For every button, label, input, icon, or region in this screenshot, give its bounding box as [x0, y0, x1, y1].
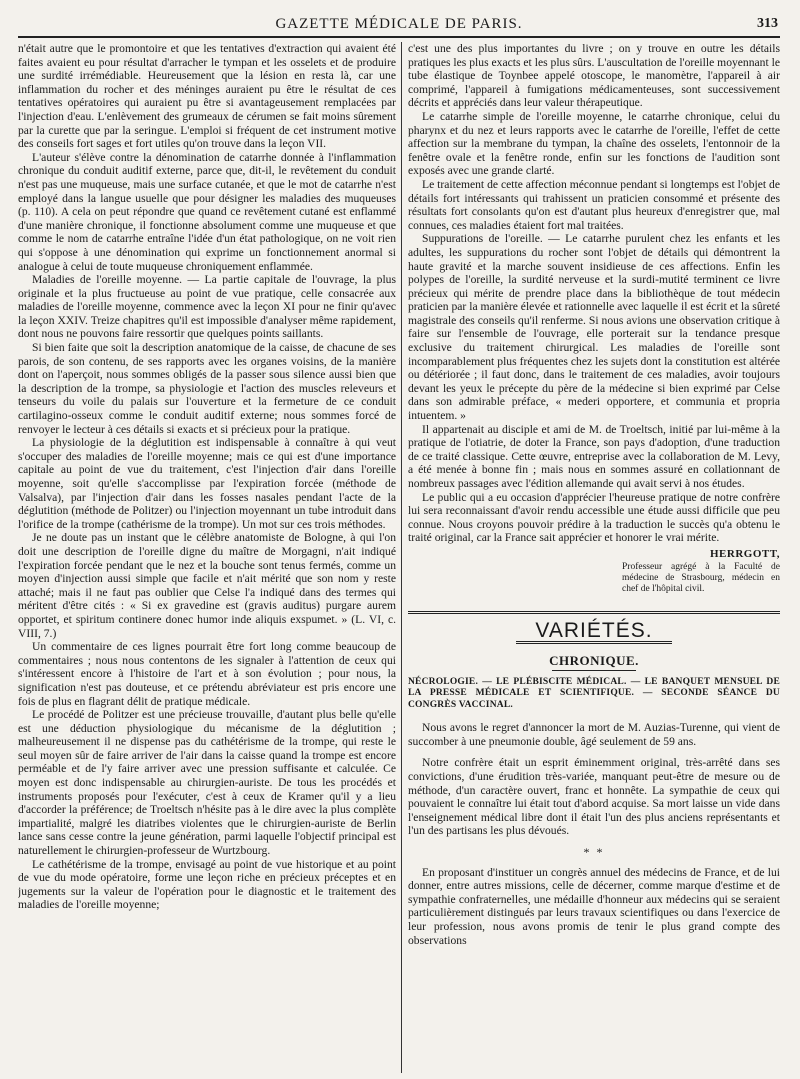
- paragraph-suppurations: Suppurations de l'oreille. — Le catarrhe purulent chez les enfants et les adultes, les suppurations du rocher sont l'objet de détails qui démontrent la haute gravité et la marche souvent insidieuse de ces affections. Enfin les polypes de l'oreille, la surdité nerveuse et la surdi-mutité terminent ce livre précieux qui mérite de prendre place dans la bibliothèque de tout médecin praticien par la manière élevée et rationnelle avec laquelle il est écrit et la sûreté magistrale des conseils qu'il renferme. Si nous avions une observation critique à faire sur l'ensemble de l'ouvrage, elle porterait sur la tendance presque exclusive du traitement chirurgical. Les maladies de l'oreille sont incomparablement plus fréquentes chez les sujets dont la constitution est altérée ou détériorée ; il faut donc, dans le traitement de ces maladies, avoir toujours devant les yeux le précepte du père de la médecine si bien exprimé par Celse dans son admirable préface, « mederi opportere, et communia et propria intuentem. »: [408, 232, 780, 423]
- signature-name: HERRGOTT,: [709, 547, 780, 560]
- paragraph: Le traitement de cette affection méconnue pendant si longtemps est l'objet de détails fort intéressants qui trahissent un praticien consommé et présente des résultats fort consolants qu'on est d'autant plus heureux d'enregistrer que, mal connues, ces maladies étaient fort mal traitées.: [408, 177, 780, 232]
- section-title: VARIÉTÉS.: [535, 618, 653, 642]
- column-divider: [401, 42, 402, 1073]
- paragraph: Le public qui a eu occasion d'apprécier l'heureuse pratique de notre confrère lui sera reconnaissant d'avoir rendu accessible une étude aussi difficile que peu connue. Nous croyons pouvoir prédire à la traduction le succès qu'a obtenu le traité original, car la France sait apprécier et honorer le vrai mérite.: [408, 490, 780, 545]
- paragraph: Le procédé de Politzer est une précieuse trouvaille, d'autant plus belle qu'elle est une déduction physiologique du mécanisme de la déglutition ; malheureusement il ne dispense pas du cathétérisme de la trompe, qui reste le seul moyen sûr de faire arriver de l'air dans la caisse quand la trompe est encore perméable et de l'y faire arriver avec une pression suffisante et calculée. Ce moyen est donc indispensable au chirurgien-auriste. De tous les procédés et instruments proposés pour l'exécuter, c'est à ceux de Kramer qu'il y a lieu d'accorder la préférence; de Troeltsch n'hésite pas à le dire avec la plus complète impartialité, malgré les diatribes violentes que le chirurgien-auriste de Berlin lance sans cesse contre la jeune génération, parmi laquelle l'objectif principal est naturellement le chirurgien-professeur de Wurtzbourg.: [18, 708, 396, 858]
- page-number: 313: [757, 16, 778, 31]
- paragraph: Le catarrhe simple de l'oreille moyenne, le catarrhe chronique, celui du pharynx et du nez et leurs rapports avec le catarrhe de l'oreille, l'effet de cette affection sur la membrane du tympan, la chaîne des osselets, l'entonnoir de la fenêtre ovale et la fenêtre ronde, enfin sur les fonctions de l'audition sont exposés avec une grande clarté.: [408, 109, 780, 178]
- title-rule: [516, 641, 672, 644]
- section-rule: [408, 611, 780, 614]
- paragraph: Nous avons le regret d'annoncer la mort de M. Auzias-Turenne, qui vient de succomber à une pneumonie double, âgé seulement de 59 ans.: [408, 721, 780, 748]
- page-header: [18, 12, 780, 38]
- paragraph: Je ne doute pas un instant que le célèbre anatomiste de Bologne, à qui l'on doit une description de l'oreille digne du maître de Morgagni, n'ait indiqué l'expiration forcée pendant que le nez et la bouche sont tenus fermés, comme un moyen d'injection aussi simple que facile et n'ait mérité que son nom y reste attaché; mais il ne faut pas oublier que Celse l'a indiqué dans des termes qui méritent d'être cités : « Si ex gravedine est (gravis auditus) purgare aurem opportet, et spiritum continere donec humor inde aliquis exspumet. » (L. VI, c. VIII, 7.): [18, 531, 396, 640]
- paragraph-maladies-oreille-moyenne: Maladies de l'oreille moyenne. — La partie capitale de l'ouvrage, la plus originale et la plus fructueuse au point de vue pratique, celle consacrée aux maladies de l'oreille moyenne, commence avec la leçon XI pour ne finir qu'avec la leçon XXIV. Treize chapitres qu'il est impossible d'analyser même rapidement, dont nous ne pouvons faire ressortir que quelques points saillants.: [18, 273, 396, 341]
- paragraph: n'était autre que le promontoire et que les tentatives d'extraction qui avaient été faites avaient eu pour résultat d'arracher le tympan et les osselets et de produire une surdité irrémédiable. Heureusement que la lésion en resta là, car une inflammation du rocher et des méninges auraient pu être le résultat de ces tentatives opératoires qui auraient pu être si avantageusement remplacées par l'injection d'eau. L'enlèvement des grumeaux de cérumen se fait moins sûrement par la curette que par la seringue. L'emploi si fréquent de cet instrument motive des conseils fort sages et fort utiles qu'on trouve dans la leçon VII.: [18, 42, 396, 151]
- journal-title: GAZETTE MÉDICALE DE PARIS.: [275, 16, 523, 32]
- paragraph: Le cathétérisme de la trompe, envisagé au point de vue historique et au point de vue du mode opératoire, forme une leçon riche en précieux préceptes et en jugements sur la valeur de l'opération pour le diagnostic et le traitement des maladies de l'oreille moyenne;: [18, 857, 396, 912]
- separator-stars: * *: [583, 845, 605, 859]
- paragraph: Un commentaire de ces lignes pourrait être fort long comme beaucoup de commentaires ; nous nous contentons de les signaler à l'attention de ceux qui s'intéressent encore à l'histoire de l'art et à son évolution ; pour nous, la signification n'est pas douteuse, et ce prétendu abréviateur est pris encore une fois de plus en flagrant délit de pratique médicale.: [18, 640, 396, 708]
- paragraph: Si bien faite que soit la description anatomique de la caisse, de chacune de ses parois, de son contenu, de ses rapports avec les organes voisins, de la manière dont on l'aperçoit, nous sommes obligés de la passer sous silence aussi bien que la description de la trompe, sa physiologie et l'action des muscles releveurs et tenseurs du voile du palais sur l'ouverture et la fermeture de ce conduit cartilagino-osseux comme le conduit auditif externe; nous sommes forcé de renvoyer le lecteur à ces détails si exacts et si précieux pour la pratique.: [18, 341, 396, 436]
- paragraph: En proposant d'instituer un congrès annuel des médecins de France, et de lui donner, entre autres missions, celle de décerner, comme marque d'estime et de sympathie confraternelles, une médaille d'honneur aux médecins qui se seraient particulièrement distingués par leurs travaux scientifiques ou dans l'exercice de leur profession, nous avons promis de tenir le plus grand compte des observations: [408, 865, 780, 947]
- subtitle-rule: [552, 670, 636, 671]
- paragraph-gap: [408, 748, 780, 756]
- paragraph: Notre confrère était un esprit éminemment original, très-arrêté dans ses convictions, d'une érudition très-variée, manquant peut-être de mesure ou de méthode, d'un caractère ouvert, franc et honnête. La sympathie de ceux qui pouvaient le connaître lui était tout d'abord acquise. Sa mort laisse un vide dans l'enseignement médical libre dont il était l'un des plus anciens représentants et l'un des partisans les plus dévoués.: [408, 756, 780, 838]
- paragraph: La physiologie de la déglutition est indispensable à connaître à qui veut s'occuper des maladies de l'oreille moyenne; mais ce qui est d'une importance capitale au point de vue du traitement, c'est l'injection d'air dans l'oreille moyenne, soit qu'elle s'accomplisse par l'expiration forcée (méthode de Valsalva), par l'injection d'air dans les fosses nasales pendant l'acte de la déglutition (méthode de Politzer) ou l'injection moyennant un tube introduit dans l'orifice de la trompe (cathérisme de la trompe). Un mot sur ces trois méthodes.: [18, 436, 396, 531]
- paragraph: c'est une des plus importantes du livre ; on y trouve en outre les détails pratiques les plus exacts et les plus sûrs. L'auscultation de l'oreille moyennant le tube élastique de Toynbee appelé otoscope, le manomètre, l'appareil à air comprimé, l'appareil à fumigations médicamenteuses, sont successivement décrits et appréciés dans leur valeur thérapeutique.: [408, 42, 780, 110]
- right-column: [408, 42, 780, 1073]
- section-subtitle: CHRONIQUE.: [549, 653, 639, 669]
- paragraph: Il appartenait au disciple et ami de M. de Troeltsch, initié par lui-même à la pratique de l'otiatrie, de doter la France, son pays d'adoption, d'une traduction de ce traité classique. Cette œuvre, entreprise avec la collaboration de M. Levy, a été menée à bonne fin ; mais nous en sommes assuré en collationnant de nombreux passages avec l'édition allemande qui avait servi à nos études.: [408, 422, 780, 490]
- paragraph: L'auteur s'élève contre la dénomination de catarrhe donnée à l'inflammation chronique du conduit auditif externe, parce que, dit-il, le revêtement du conduit n'est pas une muqueuse, mais une surface cutanée, et que le mot de catarrhe n'est employé dans la langue usuelle que pour désigner les maladies des muqueuses (p. 110). A cela on peut répondre que quand ce revêtement cutané est enflammé d'une manière chronique, il fonctionne absolument comme une muqueuse et que comme le nom de catarrhe entraîne l'idée d'un état pathologique, on ne voit rien qui s'oppose à une dénomination qui exprime un fonctionnement anormal si analogue à celui de toute muqueuse chroniquement enflammée.: [18, 150, 396, 273]
- header-rule: [18, 36, 780, 38]
- chronique-summary: NÉCROLOGIE. — LE PLÉBISCITE MÉDICAL. — LE BANQUET MENSUEL DE LA PRESSE MÉDICALE ET SCIENTIFIQUE. — SECONDE SÉANCE DU CONGRÈS VACCINAL.: [408, 676, 780, 710]
- left-column: [18, 42, 396, 1073]
- signature-affiliation: Professeur agrégé à la Faculté de médecine de Strasbourg, médecin en chef de l'hôpital civil.: [622, 561, 780, 594]
